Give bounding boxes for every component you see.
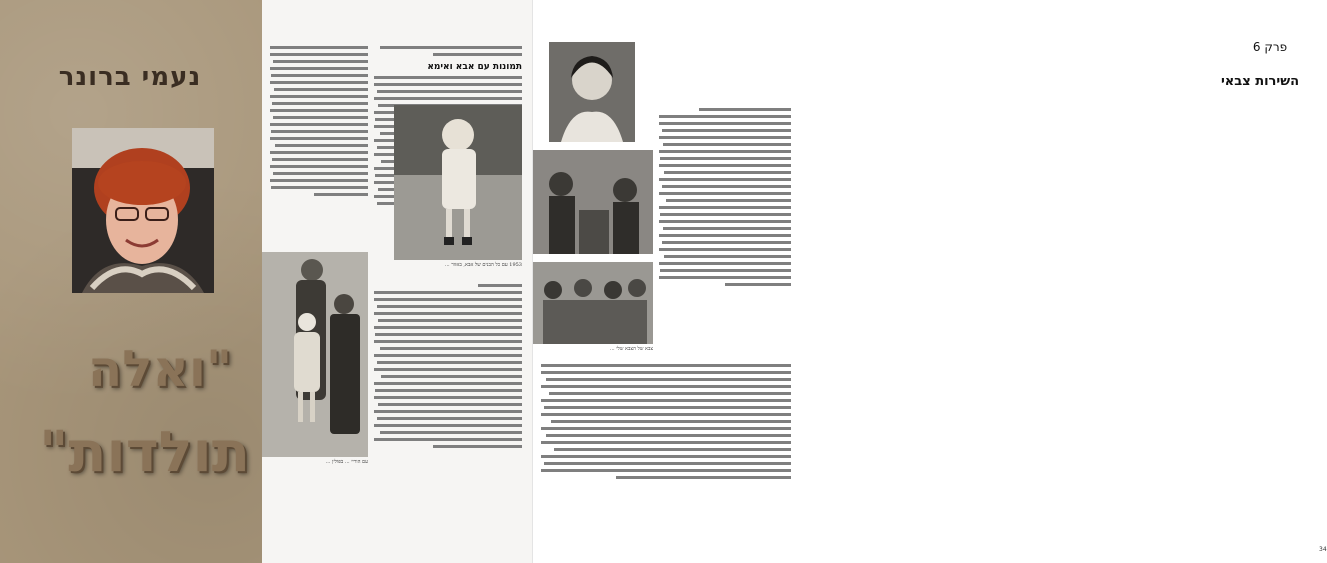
chapter-label: פרק 6 bbox=[1252, 40, 1288, 54]
text-column-bottom bbox=[541, 360, 791, 540]
photo-girl-with-wreath bbox=[394, 105, 522, 260]
photo-caption: עם הוריי ... בפולין ... bbox=[325, 459, 368, 465]
chapter-title: השירות צבאי bbox=[1220, 74, 1300, 89]
section-heading: תמונות עם אבא ואימא bbox=[427, 62, 522, 72]
photo-family-portrait bbox=[262, 252, 368, 457]
right-page bbox=[532, 0, 1327, 563]
photo-woman-portrait bbox=[549, 42, 635, 142]
text-column-right-page bbox=[659, 104, 791, 354]
left-page bbox=[262, 0, 532, 563]
author-portrait bbox=[72, 128, 214, 293]
book-title-line2: תולדות" bbox=[39, 420, 250, 485]
text-column-left bbox=[270, 42, 368, 242]
book-cover bbox=[0, 0, 262, 563]
photo-caption: צבא של הצבא שלי ... bbox=[609, 346, 653, 352]
photo-soldiers-group bbox=[533, 150, 653, 254]
author-name: נעמי ברונר bbox=[58, 62, 202, 92]
photo-caption: 1953 עם כל הבנים של אבא, באזור ... bbox=[444, 262, 522, 268]
book-title-line1: "ואלה bbox=[87, 340, 233, 398]
page-number: 34 bbox=[1319, 546, 1327, 553]
photo-soldiers-street bbox=[533, 262, 653, 344]
text-column-right-lower bbox=[374, 280, 522, 550]
